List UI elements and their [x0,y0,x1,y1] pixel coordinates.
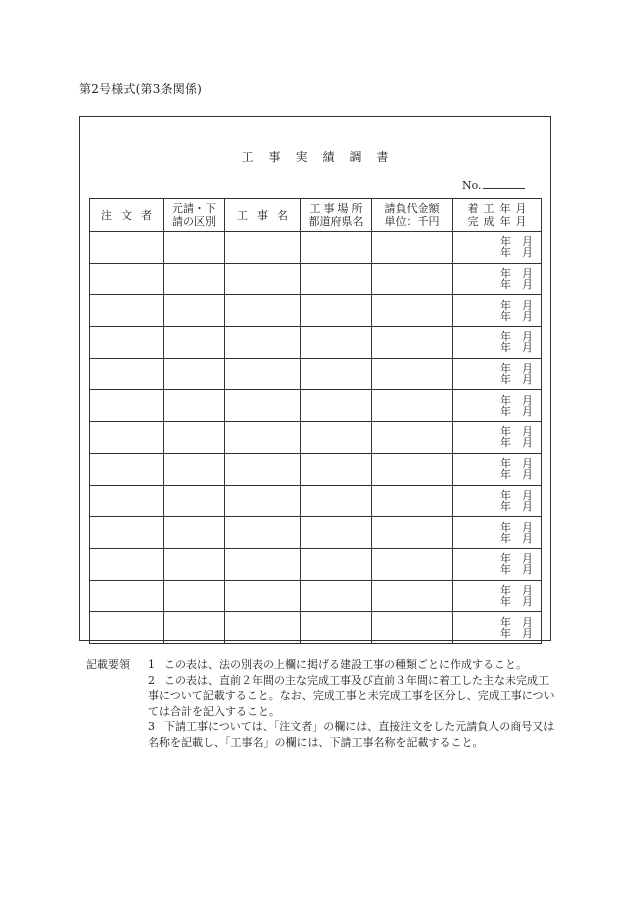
completion-year-month: 年 月 [500,531,533,545]
cell-dates[interactable] [453,327,542,359]
cell-contract-type[interactable] [164,390,225,422]
start-year-month: 年 月 [500,425,533,439]
completion-year-month: 年 月 [500,309,533,323]
cell-orderer[interactable] [90,580,164,612]
form-number-label: 第2号様式(第3条関係) [79,82,203,96]
cell-dates[interactable] [453,422,542,454]
completion-year-month: 年 月 [500,341,533,355]
cell-work-location[interactable] [301,327,372,359]
cell-work-name[interactable] [225,295,301,327]
cell-dates[interactable] [453,485,542,517]
cell-contract-amount[interactable] [372,580,453,612]
cell-orderer[interactable] [90,327,164,359]
cell-work-location[interactable] [301,422,372,454]
note-item: 3 下請工事については、「注文者」の欄には、直接注文をした元請負人の商号又は名称を記載し、「工事名」の欄には、下請工事名称を記載すること。 [148,720,555,749]
completion-year-month: 年 月 [500,626,533,640]
table-row [90,390,542,422]
cell-contract-amount[interactable] [372,327,453,359]
cell-contract-type[interactable] [164,263,225,295]
note-item: 2 この表は、直前２年間の主な完成工事及び直前３年間に着工した主な未完成工事について記載すること。なお、完成工事と未完成工事を区分し、完成工事については合計を記入すること。 [148,673,555,718]
cell-contract-amount[interactable] [372,390,453,422]
start-year-month: 年 月 [500,393,533,407]
cell-work-name[interactable] [225,612,301,644]
start-year-month: 年 月 [500,488,533,502]
cell-orderer[interactable] [90,295,164,327]
cell-work-location[interactable] [301,232,372,264]
cell-dates[interactable] [453,517,542,549]
start-year-month: 年 月 [500,330,533,344]
cell-contract-amount[interactable] [372,612,453,644]
cell-dates[interactable] [453,232,542,264]
table-row [90,517,542,549]
records-table [89,198,542,644]
cell-contract-amount[interactable] [372,517,453,549]
cell-contract-type[interactable] [164,327,225,359]
start-year-month: 年 月 [500,583,533,597]
cell-contract-type[interactable] [164,548,225,580]
start-year-month: 年 月 [500,615,533,629]
cell-contract-type[interactable] [164,485,225,517]
cell-contract-type[interactable] [164,453,225,485]
header-work-name: 工事名 [225,199,301,232]
cell-work-name[interactable] [225,548,301,580]
start-year-month: 年 月 [500,552,533,566]
cell-work-location[interactable] [301,295,372,327]
table-header-row [90,199,542,232]
completion-year-month: 年 月 [500,594,533,608]
completion-year-month: 年 月 [500,246,533,260]
cell-work-name[interactable] [225,517,301,549]
number-field[interactable] [483,178,525,189]
cell-orderer[interactable] [90,485,164,517]
cell-contract-type[interactable] [164,232,225,264]
table-row [90,612,542,644]
table-row [90,453,542,485]
cell-work-name[interactable] [225,390,301,422]
completion-year-month: 年 月 [500,436,533,450]
cell-orderer[interactable] [90,453,164,485]
cell-contract-type[interactable] [164,517,225,549]
table-row [90,580,542,612]
cell-orderer[interactable] [90,263,164,295]
cell-work-name[interactable] [225,422,301,454]
header-contract-amount: 請負代金額 単位：千円 [372,199,453,232]
cell-contract-type[interactable] [164,422,225,454]
cell-contract-amount[interactable] [372,422,453,454]
cell-contract-type[interactable] [164,580,225,612]
cell-orderer[interactable] [90,358,164,390]
cell-work-location[interactable] [301,580,372,612]
cell-work-name[interactable] [225,263,301,295]
cell-orderer[interactable] [90,232,164,264]
cell-work-location[interactable] [301,485,372,517]
cell-contract-amount[interactable] [372,295,453,327]
header-dates: 着工年月 完成年月 [453,199,542,232]
cell-work-location[interactable] [301,263,372,295]
cell-dates[interactable] [453,580,542,612]
table-row [90,295,542,327]
cell-contract-amount[interactable] [372,263,453,295]
cell-dates[interactable] [453,548,542,580]
cell-work-name[interactable] [225,580,301,612]
cell-contract-amount[interactable] [372,485,453,517]
cell-work-location[interactable] [301,390,372,422]
cell-contract-type[interactable] [164,612,225,644]
cell-contract-amount[interactable] [372,358,453,390]
number-label: No. [462,179,482,192]
header-work-location: 工事場所 都道府県名 [301,199,372,232]
cell-work-name[interactable] [225,358,301,390]
cell-work-location[interactable] [301,358,372,390]
start-year-month: 年 月 [500,520,533,534]
cell-work-name[interactable] [225,327,301,359]
cell-dates[interactable] [453,263,542,295]
cell-contract-type[interactable] [164,358,225,390]
document-number [462,178,525,192]
cell-work-name[interactable] [225,485,301,517]
cell-dates[interactable] [453,390,542,422]
table-row [90,232,542,264]
document-title: 工事実績調書 [241,150,404,164]
cell-work-location[interactable] [301,548,372,580]
cell-work-location[interactable] [301,517,372,549]
table-row [90,548,542,580]
cell-work-name[interactable] [225,453,301,485]
start-year-month: 年 月 [500,267,533,281]
cell-dates[interactable] [453,358,542,390]
cell-orderer[interactable] [90,422,164,454]
cell-orderer[interactable] [90,548,164,580]
start-year-month: 年 月 [500,457,533,471]
cell-dates[interactable] [453,453,542,485]
cell-orderer[interactable] [90,390,164,422]
completion-year-month: 年 月 [500,404,533,418]
cell-dates[interactable] [453,612,542,644]
table-row [90,422,542,454]
completion-year-month: 年 月 [500,373,533,387]
header-contract-type: 元請・下 請の区別 [164,199,225,232]
header-orderer: 注文者 [90,199,164,232]
start-year-month: 年 月 [500,362,533,376]
table-row [90,358,542,390]
cell-work-location[interactable] [301,453,372,485]
cell-work-name[interactable] [225,232,301,264]
cell-contract-type[interactable] [164,295,225,327]
cell-contract-amount[interactable] [372,548,453,580]
note-item: 1 この表は、法の別表の上欄に掲げる建設工事の種類ごとに作成すること。 [148,658,527,671]
cell-orderer[interactable] [90,612,164,644]
cell-work-location[interactable] [301,612,372,644]
cell-dates[interactable] [453,295,542,327]
completion-year-month: 年 月 [500,499,533,513]
start-year-month: 年 月 [500,235,533,249]
cell-orderer[interactable] [90,517,164,549]
cell-contract-amount[interactable] [372,232,453,264]
completion-year-month: 年 月 [500,563,533,577]
table-row [90,327,542,359]
completion-year-month: 年 月 [500,278,533,292]
notes-heading: 記載要領 [86,658,130,671]
cell-contract-amount[interactable] [372,453,453,485]
completion-year-month: 年 月 [500,468,533,482]
table-row [90,485,542,517]
table-row [90,263,542,295]
start-year-month: 年 月 [500,298,533,312]
